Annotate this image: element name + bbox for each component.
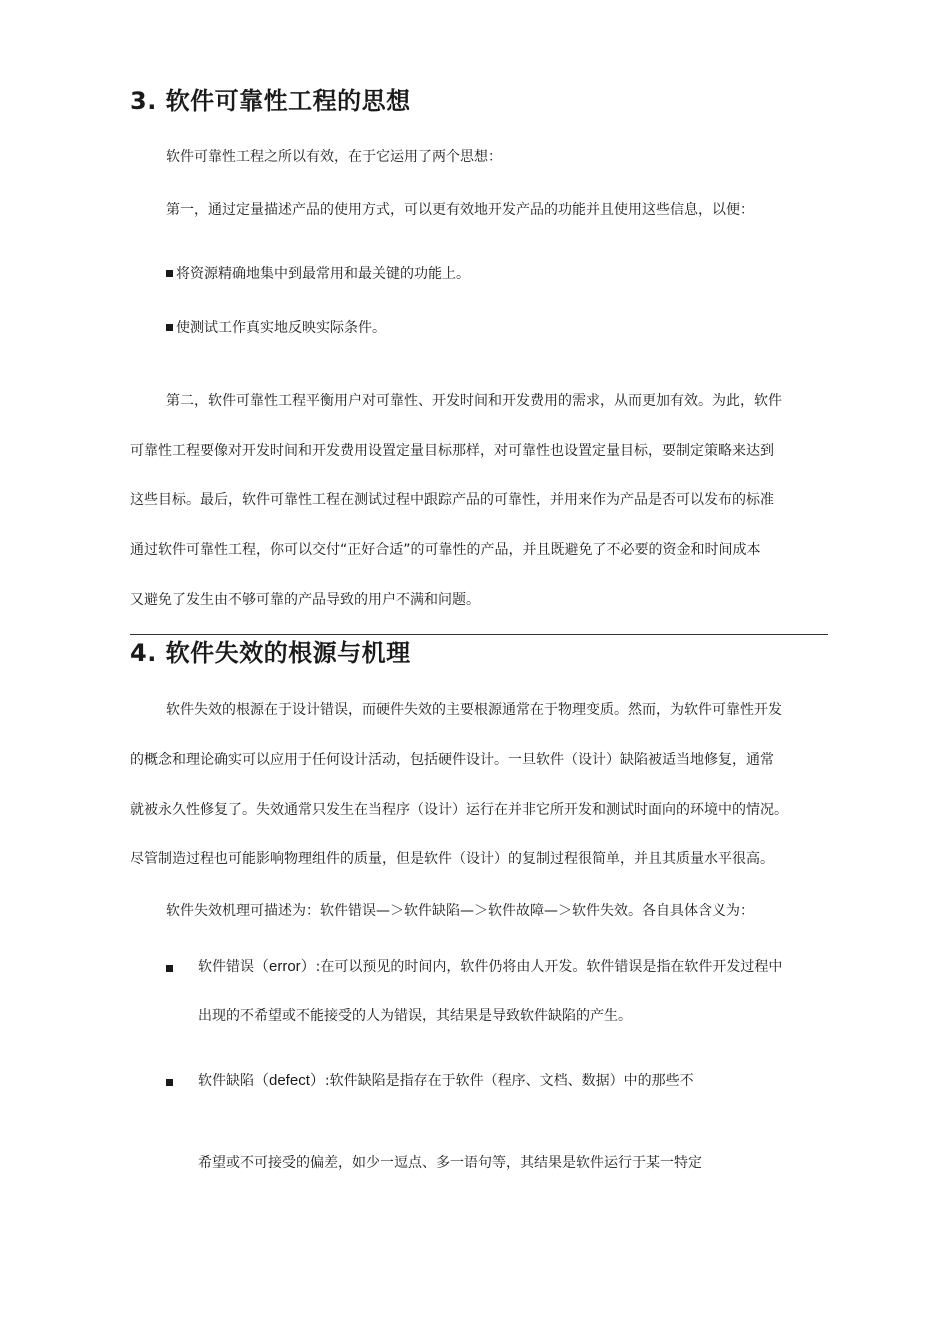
square-bullet-icon bbox=[166, 270, 173, 277]
paragraph-line: 通过软件可靠性工程，你可以交付“正好合适”的可靠性的产品，并且既避免了不必要的资金和时间成本 bbox=[130, 542, 761, 558]
item-definition: :软件缺陷是指存在于软件（程序、文档、数据）中的那些不 bbox=[324, 1073, 694, 1089]
paragraph-line: 这些目标。最后，软件可靠性工程在测试过程中跟踪产品的可靠性，并用来作为产品是否可以发布的标准 bbox=[130, 492, 774, 508]
item-term: 软件缺陷 bbox=[198, 1073, 254, 1089]
list-item-line bbox=[198, 1073, 694, 1089]
section-3-intro: 软件可靠性工程之所以有效，在于它运用了两个思想： bbox=[166, 149, 502, 165]
mechanism-line: 软件失效机理可描述为：软件错误—＞软件缺陷—＞软件故障—＞软件失效。各自具体含义为： bbox=[166, 903, 754, 919]
item-term-latin: （error） bbox=[254, 958, 316, 975]
item-term: 软件错误 bbox=[198, 959, 254, 975]
section-3-heading: 3. 软件可靠性工程的思想 bbox=[130, 87, 411, 115]
item-definition: :在可以预见的时间内，软件仍将由人开发。软件错误是指在软件开发过程中 bbox=[315, 959, 783, 975]
bullet-text: 将资源精确地集中到最常用和最关键的功能上。 bbox=[176, 266, 470, 282]
list-item-line bbox=[198, 959, 782, 975]
list-item-continuation: 出现的不希望或不能接受的人为错误，其结果是导致软件缺陷的产生。 bbox=[198, 1008, 632, 1024]
bullet-text: 使测试工作真实地反映实际条件。 bbox=[176, 320, 386, 336]
list-item-continuation: 希望或不可接受的偏差，如少一逗点、多一语句等，其结果是软件运行于某一特定 bbox=[198, 1155, 702, 1171]
paragraph-line: 可靠性工程要像对开发时间和开发费用设置定量目标那样，对可靠性也设置定量目标，要制定策略来达到 bbox=[130, 443, 774, 459]
paragraph-line: 尽管制造过程也可能影响物理组件的质量，但是软件（设计）的复制过程很简单，并且其质量水平很高。 bbox=[130, 851, 774, 867]
square-bullet-icon bbox=[166, 1079, 173, 1086]
list-bullet bbox=[166, 962, 173, 976]
square-bullet-icon bbox=[166, 324, 173, 331]
paragraph-line: 软件失效的根源在于设计错误，而硬件失效的主要根源通常在于物理变质。然而，为软件可靠性开发 bbox=[166, 702, 782, 718]
bullet-item bbox=[166, 267, 864, 281]
section-3-first-point: 第一，通过定量描述产品的使用方式，可以更有效地开发产品的功能并且使用这些信息，以便： bbox=[166, 202, 754, 218]
item-term-latin: （defect） bbox=[254, 1072, 325, 1089]
paragraph-line: 就被永久性修复了。失效通常只发生在当程序（设计）运行在并非它所开发和测试时面向的环境中的情况。 bbox=[130, 802, 788, 818]
list-bullet bbox=[166, 1076, 173, 1090]
paragraph-line: 又避免了发生由不够可靠的产品导致的用户不满和问题。 bbox=[130, 592, 480, 608]
section-divider bbox=[130, 634, 828, 635]
paragraph-line: 的概念和理论确实可以应用于任何设计活动，包括硬件设计。一旦软件（设计）缺陷被适当地修复，通常 bbox=[130, 752, 774, 768]
section-4-heading: 4. 软件失效的根源与机理 bbox=[130, 639, 411, 667]
paragraph-line: 第二，软件可靠性工程平衡用户对可靠性、开发时间和开发费用的需求，从而更加有效。为此，软件 bbox=[166, 393, 782, 409]
bullet-item bbox=[166, 321, 864, 335]
square-bullet-icon bbox=[166, 965, 173, 972]
